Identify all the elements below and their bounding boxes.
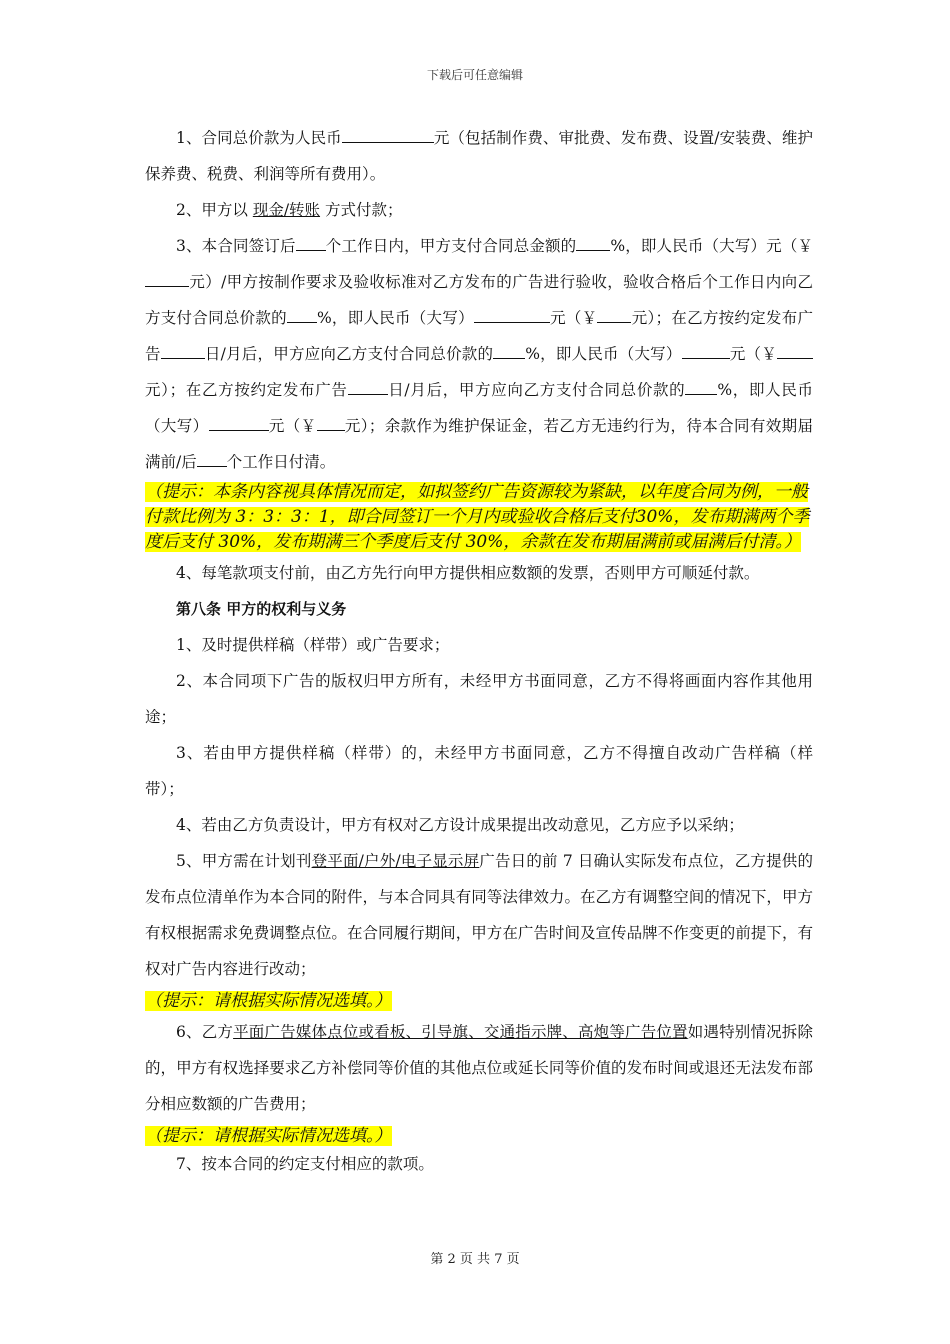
blank[interactable] bbox=[161, 358, 205, 359]
blank[interactable] bbox=[682, 358, 730, 359]
clause-8-1: 1、及时提供样稿（样带）或广告要求； bbox=[176, 636, 450, 654]
blank[interactable] bbox=[296, 250, 326, 251]
hint-select: （提示：请根据实际情况选填。） bbox=[145, 991, 392, 1011]
blank[interactable] bbox=[493, 358, 525, 359]
blank[interactable] bbox=[576, 250, 610, 251]
document-body bbox=[145, 120, 813, 1179]
clause-7-2: 2、甲方以 现金/转账 方式付款； bbox=[176, 201, 403, 219]
clause-8-4: 4、若由乙方负责设计，甲方有权对乙方设计成果提出改动意见，乙方应予以采纳； bbox=[176, 816, 744, 834]
clause-7-1: 1、合同总价款为人民币 元（包括制作费、审批费、发布费、设置/安装费、维护保养费、税费、利润等所有费用）。 bbox=[145, 129, 813, 183]
blank[interactable] bbox=[145, 286, 189, 287]
blank[interactable] bbox=[777, 358, 813, 359]
clause-7-3: 3、本合同签订后 个工作日内，甲方支付合同总金额的 %，即人民币（大写）元（￥元）/甲方按制作要求及验收标准对乙方发布的广告进行验收，验收合格后个工作日内向乙方支付合同总价款的 %，即人民币（大写） 元（￥ 元）；在乙方按约定发布广告 日/月后，甲方应向乙方支付合同总价款的 %，即人民币（大写） 元（￥元）；在乙方按约定发布广告 日/月后，甲方应向乙方支付合同总价款的 %，即人民币（大写） 元（￥ 元）；余款作为维护保证金，若乙方无违约行为，待本合同有效期届满前/后 个工作日付清。 bbox=[145, 237, 813, 471]
page-number: 第 2 页 共 7 页 bbox=[430, 1252, 520, 1267]
clause-7-4: 4、每笔款项支付前，由乙方先行向甲方提供相应数额的发票，否则甲方可顺延付款。 bbox=[176, 564, 760, 582]
payment-method: 现金/转账 bbox=[252, 201, 321, 219]
article-8-heading: 第八条 甲方的权利与义务 bbox=[176, 600, 347, 618]
blank[interactable] bbox=[685, 394, 717, 395]
blank[interactable] bbox=[287, 322, 317, 323]
blank[interactable] bbox=[348, 394, 388, 395]
clause-8-3: 3、若由甲方提供样稿（样带）的，未经甲方书面同意，乙方不得擅自改动广告样稿（样带）； bbox=[145, 744, 813, 798]
blank[interactable] bbox=[317, 430, 345, 431]
clause-8-6: 6、乙方平面广告媒体点位或看板、引导旗、交通指示牌、高炮等广告位置如遇特别情况拆除的，甲方有权选择要求乙方补偿同等价值的其他点位或延长同等价值的发布时间或退还无法发布部分相应数额的广告费用； bbox=[145, 1023, 813, 1113]
hint-payment-ratio: （提示：本条内容视具体情况而定，如拟签约广告资源较为紧缺，以年度合同为例，一般付款比例为 3：3：3：1，即合同签订一个月内或验收合格后支付30%，发布期满两个季度后支付 30%，发布期满三个季度后支付 30%，余款在发布期届满前或届满后付清。） bbox=[145, 482, 810, 552]
clause-8-5: 5、甲方需在计划刊登平面/户外/电子显示屏广告日的前 7 日确认实际发布点位，乙方提供的发布点位清单作为本合同的附件，与本合同具有同等法律效力。在乙方有调整空间的情况下，甲方有权根据需求免费调整点位。在合同履行期间，甲方在广告时间及宣传品牌不作变更的前提下，有权对广告内容进行改动； bbox=[145, 852, 813, 978]
page-header: 下载后可任意编辑 bbox=[426, 68, 523, 82]
blank[interactable] bbox=[197, 466, 227, 467]
blank[interactable] bbox=[209, 430, 269, 431]
hint-select: （提示：请根据实际情况选填。） bbox=[145, 1126, 392, 1146]
blank[interactable] bbox=[342, 142, 434, 143]
clause-8-7: 7、按本合同的约定支付相应的款项。 bbox=[176, 1155, 434, 1173]
clause-8-2: 2、本合同项下广告的版权归甲方所有，未经甲方书面同意，乙方不得将画面内容作其他用途； bbox=[145, 672, 813, 726]
blank[interactable] bbox=[597, 322, 631, 323]
blank[interactable] bbox=[474, 322, 550, 323]
